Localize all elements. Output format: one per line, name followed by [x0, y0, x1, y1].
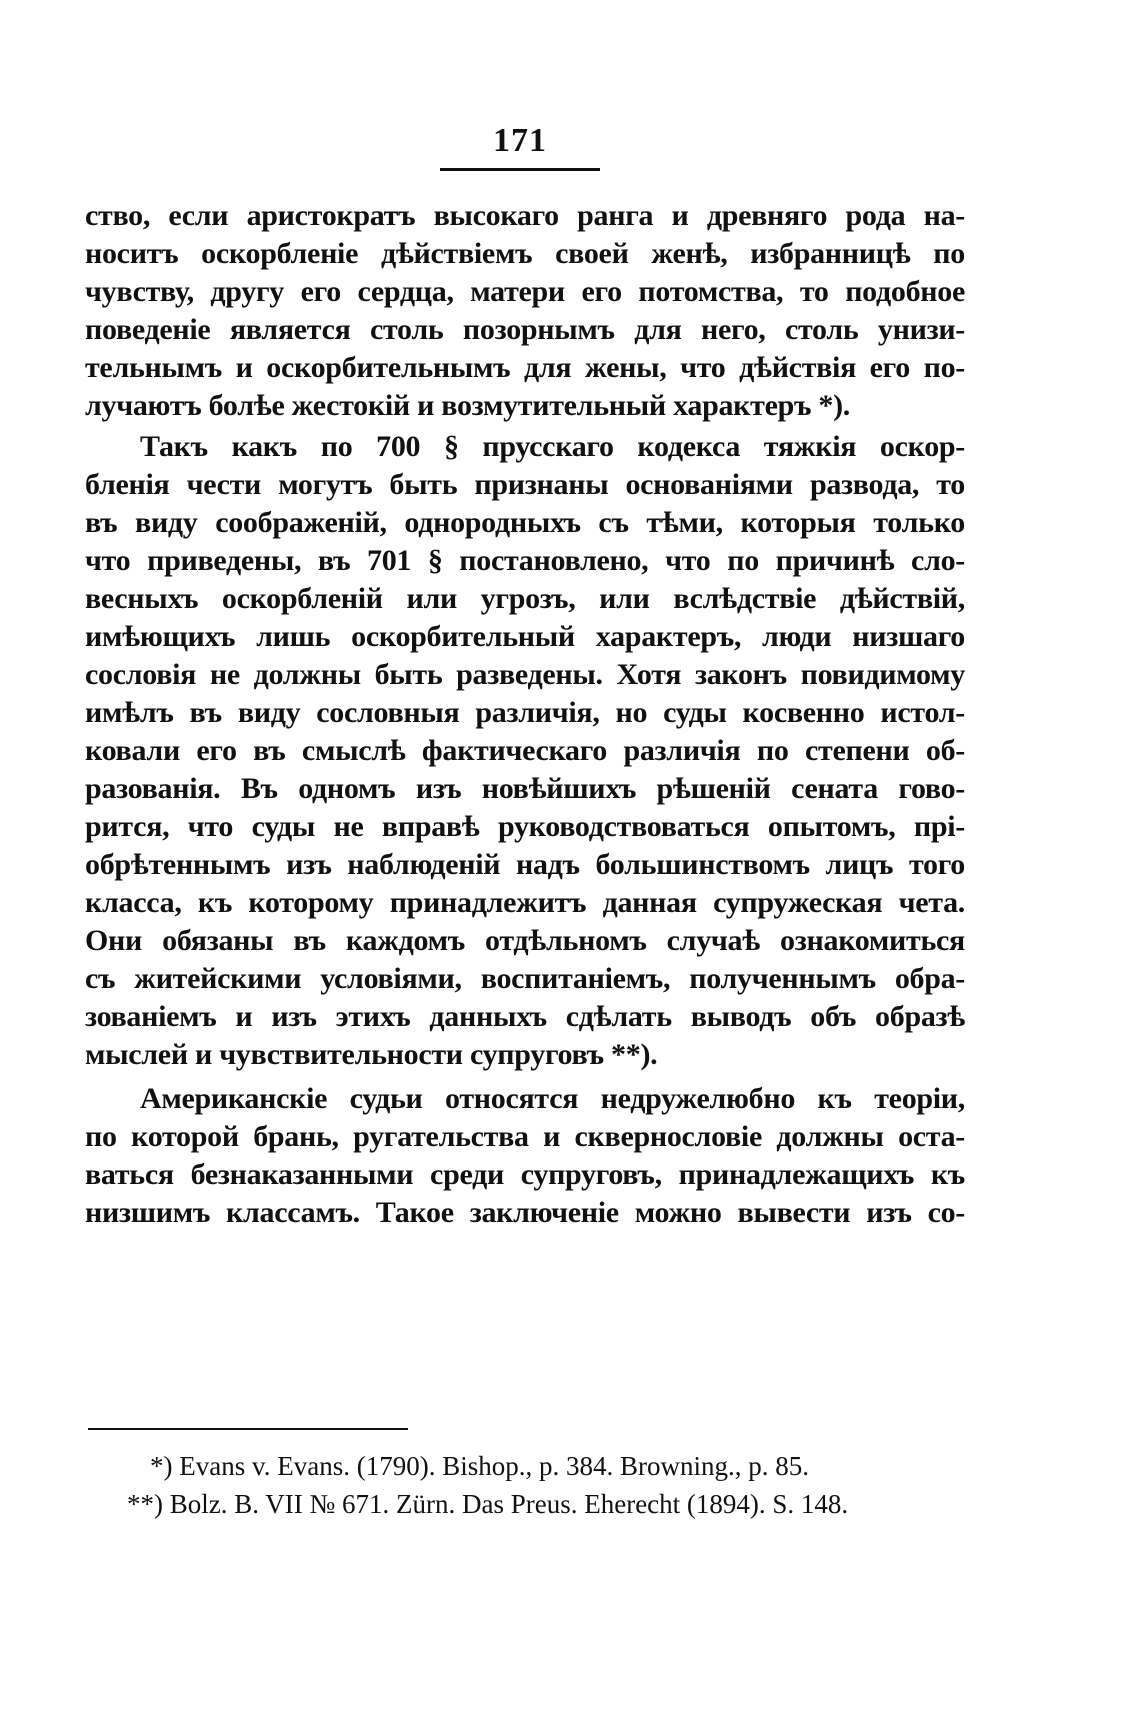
text-line: разованія. Въ одномъ изъ новѣйшихъ рѣшеній сената гово-: [85, 772, 965, 805]
text-line: рится, что суды не вправѣ руководствоваться опытомъ, прі-: [85, 810, 965, 843]
text-line: весныхъ оскорбленій или угрозъ, или вслѣдствіе дѣйствій,: [85, 582, 965, 615]
text-line: имѣющихъ лишь оскорбительный характеръ, люди низшаго: [85, 620, 965, 653]
text-line: обрѣтеннымъ изъ наблюденій надъ большинствомъ лицъ того: [85, 848, 965, 881]
text-line: имѣлъ въ виду сословныя различія, но суды косвенно истол-: [85, 696, 965, 729]
text-line: ство, если аристократъ высокаго ранга и древняго рода на-: [85, 199, 965, 232]
footnote-rule: [88, 1428, 408, 1430]
text-line: зованіемъ и изъ этихъ данныхъ сдѣлать выводъ объ образѣ: [85, 1000, 965, 1033]
footnote: *) Evans v. Evans. (1790). Bishop., p. 384. Browning., p. 85.: [150, 1451, 809, 1481]
text-line: Американскіе судьи относятся недружелюбно къ теоріи,: [140, 1082, 965, 1115]
text-line: ваться безнаказанными среди супруговъ, принадлежащихъ къ: [85, 1158, 965, 1191]
text-line: Такъ какъ по 700 § прусскаго кодекса тяжкія оскор-: [140, 430, 965, 463]
text-line: по которой брань, ругательства и сквернословіе должны оста-: [85, 1120, 965, 1153]
text-line: въ виду соображеній, однородныхъ съ тѣми, которыя только: [85, 506, 965, 539]
text-line: класса, къ которому принадлежитъ данная супружеская чета.: [85, 886, 965, 919]
text-line: чувству, другу его сердца, матери его потомства, то подобное: [85, 275, 965, 308]
text-line: сословія не должны быть разведены. Хотя законъ повидимому: [85, 658, 965, 691]
text-line: ковали его въ смыслѣ фактическаго различія по степени об-: [85, 734, 965, 767]
text-line: поведеніе является столь позорнымъ для него, столь унизи-: [85, 313, 965, 346]
text-line: низшимъ классамъ. Такое заключеніе можно вывести изъ со-: [85, 1196, 965, 1229]
text-line: съ житейскими условіями, воспитаніемъ, полученнымъ обра-: [85, 962, 965, 995]
text-line: что приведены, въ 701 § постановлено, что по причинѣ сло-: [85, 544, 965, 577]
text-line: мыслей и чувствительности супруговъ **).: [85, 1038, 658, 1071]
page-number-rule: [440, 168, 600, 171]
page-number: 171: [493, 122, 547, 159]
text-line: Они обязаны въ каждомъ отдѣльномъ случаѣ ознакомиться: [85, 924, 965, 957]
text-line: лучаютъ болѣе жестокій и возмутительный характеръ *).: [85, 389, 850, 422]
text-line: бленія чести могутъ быть признаны основаніями развода, то: [85, 468, 965, 501]
text-line: тельнымъ и оскорбительнымъ для жены, что дѣйствія его по-: [85, 351, 965, 384]
text-line: носитъ оскорбленіе дѣйствіемъ своей женѣ, избранницѣ по: [85, 237, 965, 270]
footnote: **) Bolz. B. VII № 671. Zürn. Das Preus. Eherecht (1894). S. 148.: [127, 1489, 849, 1519]
